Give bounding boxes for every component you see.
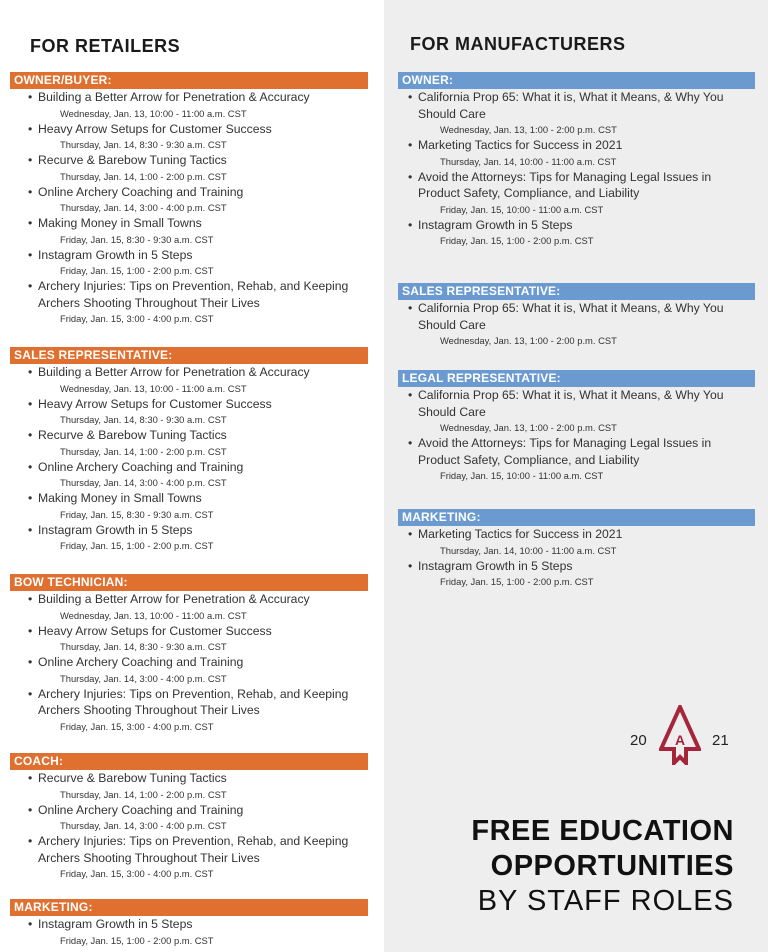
session-item [28, 916, 374, 948]
session-title: Archery Injuries: Tips on Prevention, Rehab, and Keeping Archers Shooting Throughout Their Lives [38, 279, 349, 310]
session-time: Thursday, Jan. 14, 3:00 - 4:00 p.m. CST [60, 477, 227, 488]
bullet-icon: • [28, 247, 33, 262]
session-time: Friday, Jan. 15, 3:00 - 4:00 p.m. CST [60, 313, 214, 324]
role-header: COACH: [10, 753, 368, 770]
session-time: Friday, Jan. 15, 1:00 - 2:00 p.m. CST [60, 540, 214, 551]
session-title: Heavy Arrow Setups for Customer Success [38, 121, 272, 136]
bullet-icon: • [28, 834, 33, 848]
bullet-icon: • [28, 396, 33, 411]
bullet-icon: • [28, 522, 33, 537]
retailers-heading: FOR RETAILERS [30, 36, 181, 56]
role-section [10, 753, 374, 881]
logo-year-left: 20 [630, 732, 647, 749]
bullet-icon: • [28, 686, 33, 701]
role-section [10, 72, 374, 326]
session-time: Wednesday, Jan. 13, 10:00 - 11:00 a.m. CST [60, 107, 247, 119]
role-section [398, 509, 755, 589]
bullet-icon: • [28, 491, 33, 505]
session-title: California Prop 65: What it is, What it Means, & Why You Should Care [418, 301, 724, 332]
session-time: Friday, Jan. 15, 1:00 - 2:00 p.m. CST [440, 235, 594, 246]
role-header: MARKETING: [10, 899, 368, 916]
role-header: BOW TECHNICIAN: [10, 574, 368, 591]
session-item [28, 522, 374, 554]
bullet-icon: • [28, 184, 33, 199]
bullet-icon: • [408, 217, 413, 232]
session-title: Building a Better Arrow for Penetration & Accuracy [38, 592, 310, 606]
session-title: Marketing Tactics for Success in 2021 [418, 527, 623, 541]
session-time: Friday, Jan. 15, 8:30 - 9:30 a.m. CST [60, 508, 214, 520]
session-item [408, 387, 748, 435]
bullet-icon: • [28, 279, 33, 293]
session-title: Instagram Growth in 5 Steps [418, 217, 573, 232]
role-section [10, 899, 374, 948]
bullet-icon: • [408, 436, 413, 450]
session-title: Recurve & Barebow Tuning Tactics [38, 771, 227, 785]
session-title: Online Archery Coaching and Training [38, 459, 244, 474]
role-header: MARKETING: [398, 509, 755, 526]
session-title: Making Money in Small Towns [38, 216, 202, 230]
session-item [28, 364, 374, 396]
headline [471, 814, 734, 919]
ata-2021-logo [628, 705, 740, 765]
session-title: Archery Injuries: Tips on Prevention, Rehab, and Keeping Archers Shooting Throughout Their Lives [38, 834, 349, 865]
role-header: OWNER: [398, 72, 755, 89]
session-time: Friday, Jan. 15, 3:00 - 4:00 p.m. CST [60, 868, 214, 879]
session-item [28, 396, 374, 428]
session-item [408, 169, 748, 217]
session-time: Wednesday, Jan. 13, 10:00 - 11:00 a.m. CST [60, 609, 247, 621]
session-item [28, 770, 374, 802]
session-item [28, 833, 374, 881]
session-item [28, 623, 374, 655]
session-time: Wednesday, Jan. 13, 1:00 - 2:00 p.m. CST [440, 335, 617, 346]
session-title: Online Archery Coaching and Training [38, 184, 244, 199]
session-time: Thursday, Jan. 14, 8:30 - 9:30 a.m. CST [60, 139, 227, 150]
session-time: Friday, Jan. 15, 1:00 - 2:00 p.m. CST [440, 576, 594, 587]
session-time: Thursday, Jan. 14, 10:00 - 11:00 a.m. CST [440, 155, 617, 167]
session-time: Friday, Jan. 15, 1:00 - 2:00 p.m. CST [60, 934, 214, 946]
bullet-icon: • [28, 90, 33, 104]
session-item [28, 459, 374, 491]
session-title: Instagram Growth in 5 Steps [418, 558, 573, 573]
session-time: Thursday, Jan. 14, 1:00 - 2:00 p.m. CST [60, 788, 227, 800]
session-time: Thursday, Jan. 14, 10:00 - 11:00 a.m. CST [440, 544, 617, 556]
session-time: Thursday, Jan. 14, 1:00 - 2:00 p.m. CST [60, 170, 227, 182]
bullet-icon: • [28, 623, 33, 638]
session-item [28, 654, 374, 686]
bullet-icon: • [28, 365, 33, 379]
session-item [408, 217, 748, 249]
role-section [398, 283, 755, 348]
session-time: Friday, Jan. 15, 10:00 - 11:00 a.m. CST [440, 203, 604, 215]
session-item [408, 137, 748, 169]
session-time: Friday, Jan. 15, 10:00 - 11:00 a.m. CST [440, 470, 604, 481]
session-time: Wednesday, Jan. 13, 10:00 - 11:00 a.m. CST [60, 382, 247, 394]
session-item [28, 591, 374, 623]
session-time: Thursday, Jan. 14, 3:00 - 4:00 p.m. CST [60, 202, 227, 213]
session-title: Avoid the Attorneys: Tips for Managing Legal Issues in Product Safety, Compliance, and Liability [418, 436, 712, 467]
session-item [408, 300, 748, 348]
session-item [28, 247, 374, 279]
role-header: SALES REPRESENTATIVE: [398, 283, 755, 300]
headline-line-1: FREE EDUCATION [471, 815, 734, 847]
session-time: Friday, Jan. 15, 3:00 - 4:00 p.m. CST [60, 720, 214, 732]
session-item [408, 89, 748, 137]
arrowhead-logo-icon [659, 705, 701, 765]
headline-line-2: OPPORTUNITIES [490, 850, 734, 882]
session-item [28, 802, 374, 834]
session-title: Making Money in Small Towns [38, 491, 202, 505]
session-time: Thursday, Jan. 14, 1:00 - 2:00 p.m. CST [60, 445, 227, 457]
session-time: Thursday, Jan. 14, 3:00 - 4:00 p.m. CST [60, 820, 227, 831]
bullet-icon: • [408, 301, 413, 315]
session-title: Recurve & Barebow Tuning Tactics [38, 428, 227, 442]
session-time: Thursday, Jan. 14, 8:30 - 9:30 a.m. CST [60, 641, 227, 652]
bullet-icon: • [408, 169, 413, 184]
bullet-icon: • [28, 459, 33, 474]
session-title: California Prop 65: What it is, What it Means, & Why You Should Care [418, 388, 724, 419]
bullet-icon: • [28, 802, 33, 817]
session-item [28, 427, 374, 459]
bullet-icon: • [28, 917, 33, 931]
logo-mark-letter: A [674, 732, 686, 748]
bullet-icon: • [408, 558, 413, 573]
manufacturers-column [384, 0, 768, 952]
session-item [28, 686, 374, 734]
bullet-icon: • [408, 388, 413, 402]
headline-line-3: BY STAFF ROLES [477, 885, 734, 917]
session-title: Instagram Growth in 5 Steps [38, 917, 193, 931]
bullet-icon: • [408, 527, 413, 541]
role-section [398, 72, 755, 248]
session-item [28, 278, 374, 326]
session-item [28, 152, 374, 184]
session-title: California Prop 65: What it is, What it Means, & Why You Should Care [418, 90, 724, 121]
bullet-icon: • [28, 428, 33, 442]
role-section [10, 347, 374, 553]
session-title: Instagram Growth in 5 Steps [38, 247, 193, 262]
session-title: Recurve & Barebow Tuning Tactics [38, 153, 227, 167]
session-title: Building a Better Arrow for Penetration & Accuracy [38, 90, 310, 104]
session-item [28, 121, 374, 153]
bullet-icon: • [28, 153, 33, 167]
session-title: Online Archery Coaching and Training [38, 655, 244, 669]
role-section [10, 574, 374, 734]
session-title: Heavy Arrow Setups for Customer Success [38, 396, 272, 411]
session-item [408, 435, 748, 483]
role-header: OWNER/BUYER: [10, 72, 368, 89]
session-time: Thursday, Jan. 14, 8:30 - 9:30 a.m. CST [60, 414, 227, 425]
session-item [28, 89, 374, 121]
role-section [398, 370, 755, 483]
session-title: Heavy Arrow Setups for Customer Success [38, 623, 272, 638]
session-item [28, 490, 374, 522]
session-time: Thursday, Jan. 14, 3:00 - 4:00 p.m. CST [60, 672, 227, 684]
bullet-icon: • [28, 592, 33, 606]
session-title: Avoid the Attorneys: Tips for Managing Legal Issues in Product Safety, Compliance, and Liability [418, 169, 712, 200]
role-header: SALES REPRESENTATIVE: [10, 347, 368, 364]
session-time: Wednesday, Jan. 13, 1:00 - 2:00 p.m. CST [440, 124, 617, 135]
session-title: Online Archery Coaching and Training [38, 802, 244, 817]
session-item [408, 558, 748, 590]
session-time: Friday, Jan. 15, 8:30 - 9:30 a.m. CST [60, 233, 214, 245]
manufacturers-heading: FOR MANUFACTURERS [410, 34, 626, 54]
bullet-icon: • [408, 138, 413, 152]
session-item [28, 215, 374, 247]
bullet-icon: • [28, 121, 33, 136]
session-item [28, 184, 374, 216]
session-title: Building a Better Arrow for Penetration & Accuracy [38, 365, 310, 379]
role-header: LEGAL REPRESENTATIVE: [398, 370, 755, 387]
session-title: Marketing Tactics for Success in 2021 [418, 138, 623, 152]
bullet-icon: • [28, 655, 33, 669]
bullet-icon: • [28, 216, 33, 230]
bullet-icon: • [408, 90, 413, 104]
bullet-icon: • [28, 771, 33, 785]
session-item [408, 526, 748, 558]
session-title: Archery Injuries: Tips on Prevention, Rehab, and Keeping Archers Shooting Throughout Their Lives [38, 686, 349, 717]
session-title: Instagram Growth in 5 Steps [38, 522, 193, 537]
session-time: Friday, Jan. 15, 1:00 - 2:00 p.m. CST [60, 265, 214, 276]
session-time: Wednesday, Jan. 13, 1:00 - 2:00 p.m. CST [440, 422, 617, 433]
logo-year-right: 21 [712, 732, 729, 749]
